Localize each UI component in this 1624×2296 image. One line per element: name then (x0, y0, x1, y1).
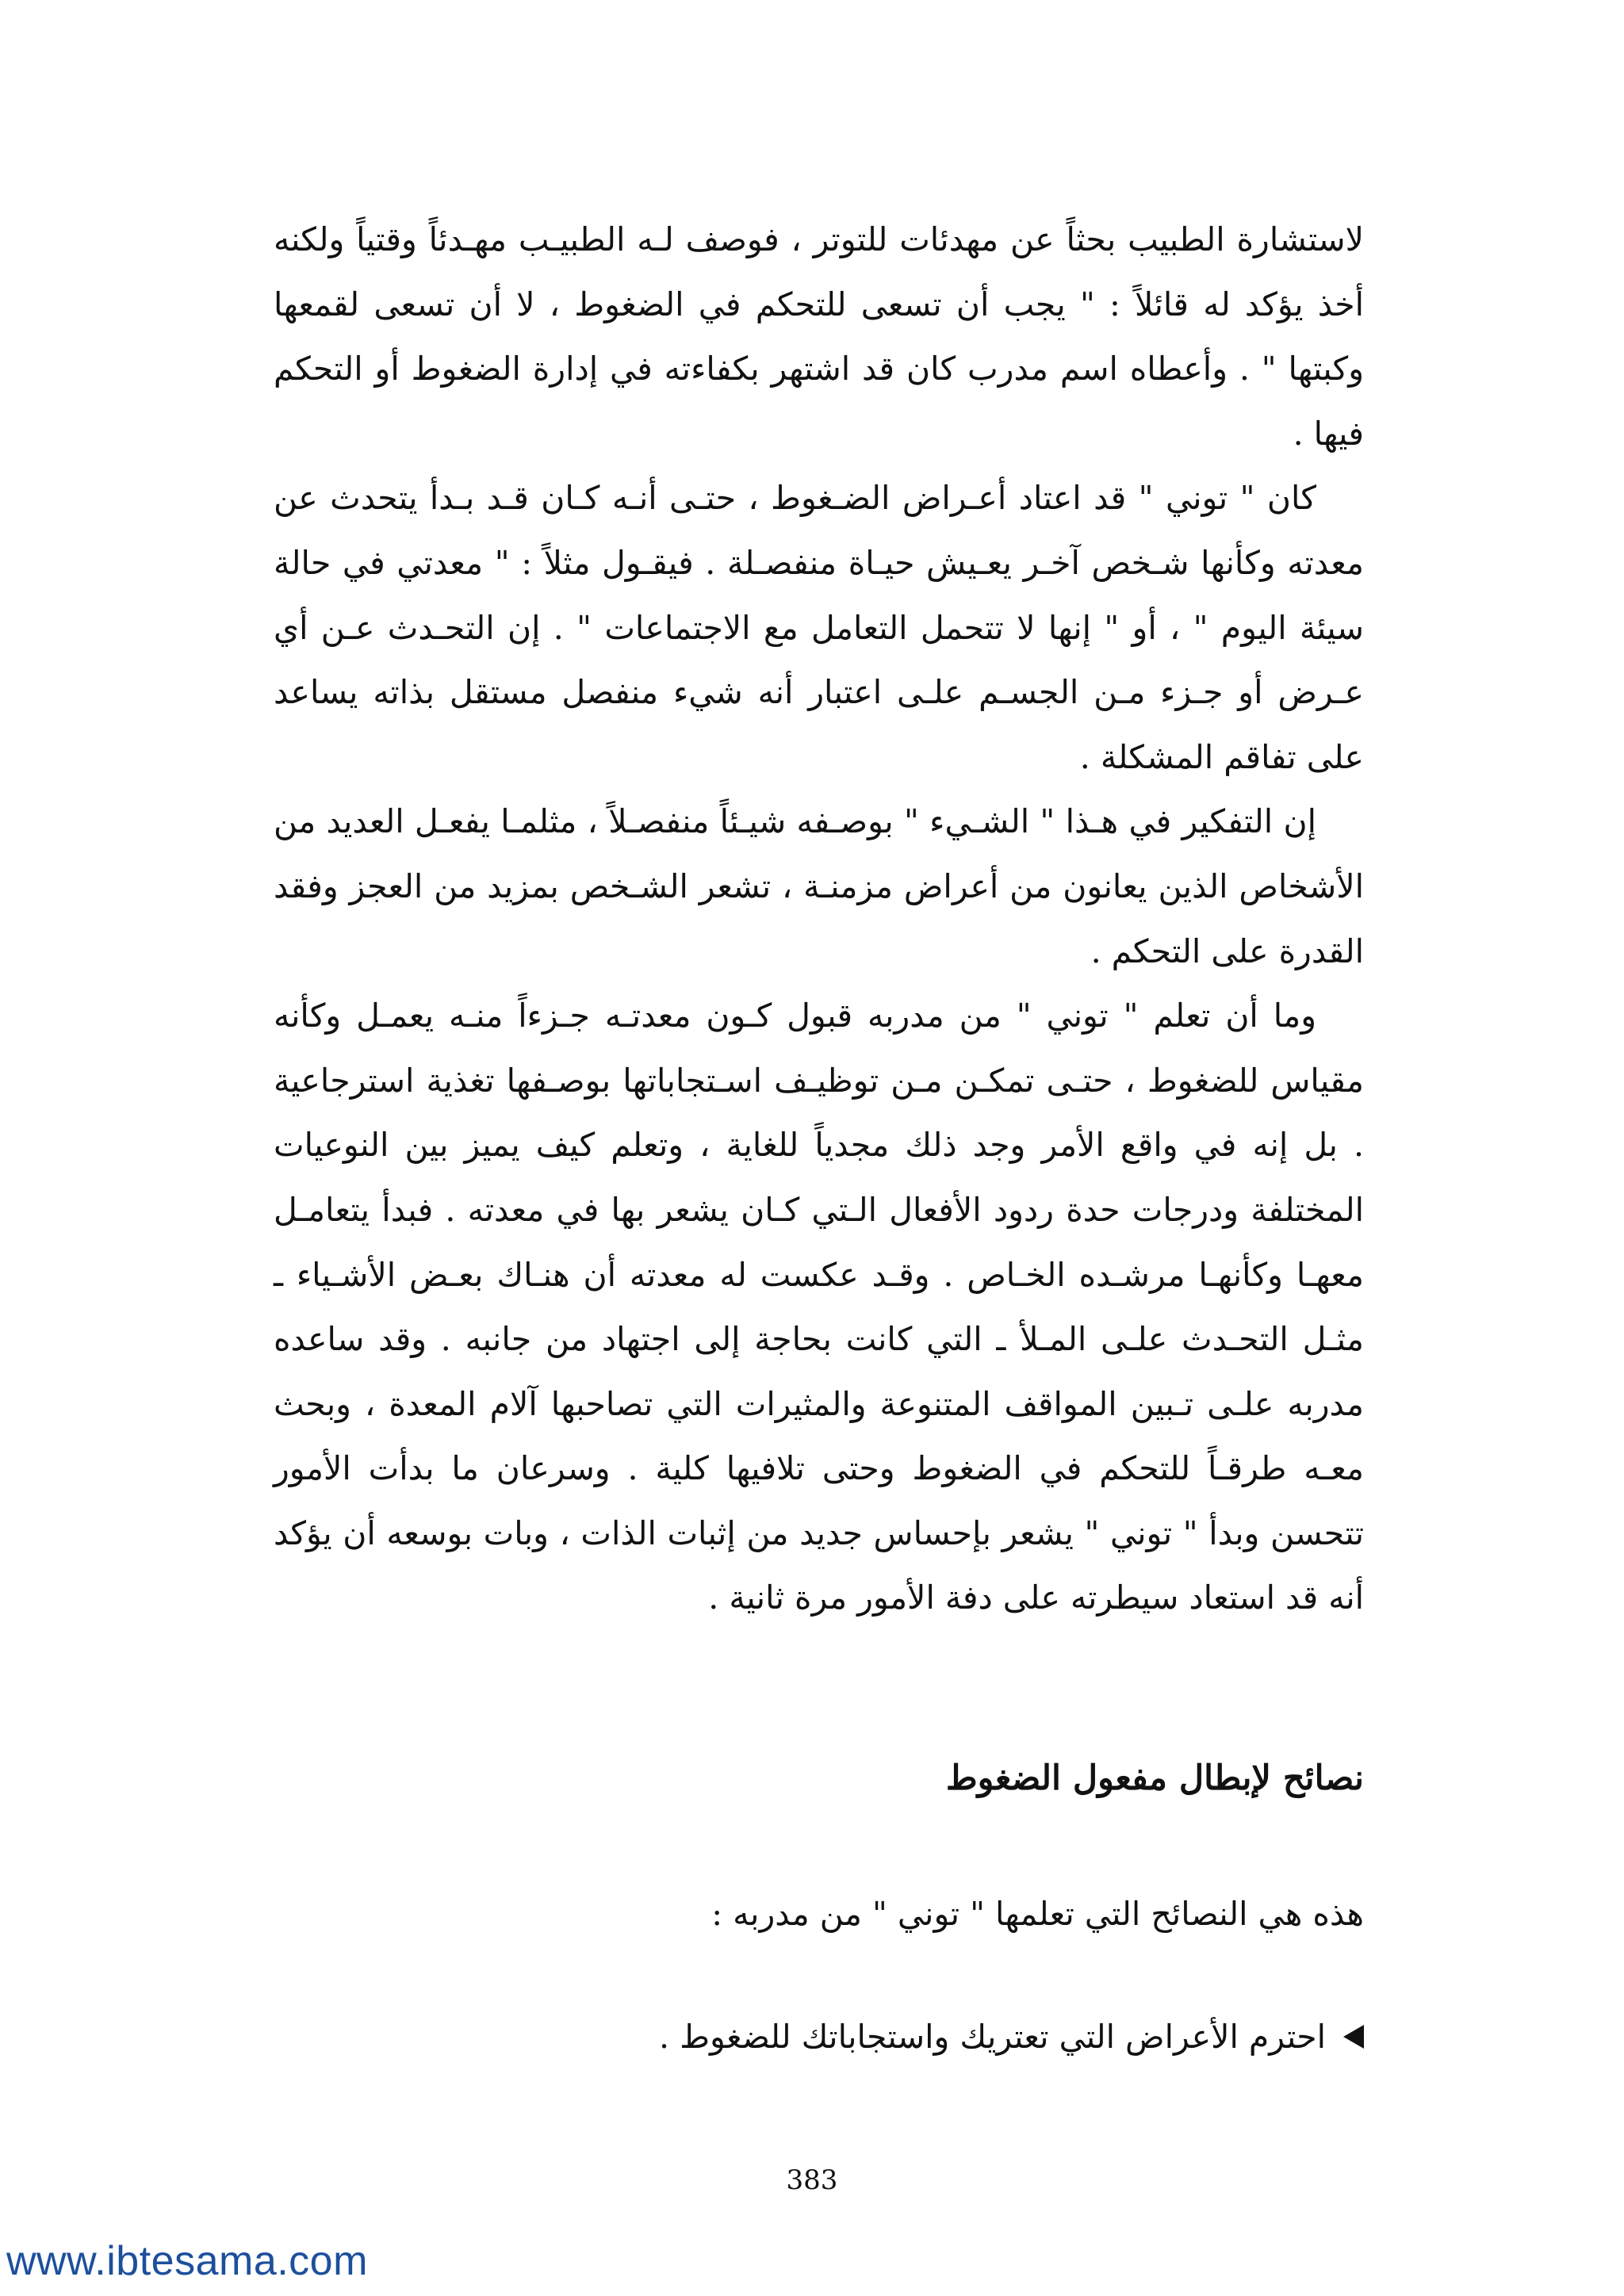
paragraph: إن التفكير في هـذا " الشـيء " بوصـفه شيـئاً منفصـلاً ، مثلمـا يفعـل العديد من الأشخاص الذين يعانون من أعراض مزمنـة ، تشعر الشـخص بمزيد من العجز وفقد القدرة على التحكم . (274, 802, 1364, 970)
section-intro: هذه هي النصائح التي تعلمها " توني " من مدربه : (711, 1895, 1364, 1933)
paragraph: كان " توني " قد اعتاد أعـراض الضـغوط ، حتـى أنـه كـان قـد بـدأ يتحدث عن معدته وكأنها شـخص آخـر يعـيش حيـاة منفصـلة . فيقـول مثلاً : " معدتي في حالة سيئة اليوم " ، أو " إنها لا تتحمل التعامل مع الاجتماعات " . إن التحـدث عـن أي عـرض أو جـزء مـن الجسـم علـى اعتبار أنه شيء منفصل مستقل بذاته يساعد على تفاقم المشكلة . (274, 479, 1364, 776)
watermark-url: www.ibtesama.com (6, 2238, 368, 2284)
list-item (274, 2018, 1364, 2056)
paragraph: لاستشارة الطبيب بحثاً عن مهدئات للتوتر ، فوصف لـه الطبيـب مهـدئاً وقتياً ولكنه أخذ يؤكد له قائلاً : " يجب أن تسعى للتحكم في الضغوط ، لا أن تسعى لقمعها وكبتها " . وأعطاه اسم مدرب كان قد اشتهر بكفاءته في إدارة الضغوط أو التحكم فيها . (274, 220, 1364, 453)
section-heading: نصائح لإبطال مفعول الضغوط (945, 1758, 1364, 1798)
paragraph: وما أن تعلم " توني " من مدربه قبول كـون معدتـه جـزءاً منـه يعمـل وكأنه مقياس للضغوط ، حتـى تمكـن مـن توظيـف اسـتجاباتها بوصـفها تغذية استرجاعية . بل إنه في واقع الأمر وجد ذلك مجدياً للغاية ، وتعلم كيف يميز بين النوعيات المختلفة ودرجات حدة ردود الأفعال الـتي كـان يشعر بها في معدته . فبدأ يتعامـل معهـا وكأنهـا مرشـده الخـاص . وقـد عكست له معدته أن هنـاك بعـض الأشـياء ـ مثـل التحـدث علـى المـلأ ـ التي كانت بحاجة إلى اجتهاد من جانبه . وقد ساعده مدربه علـى تـبين المواقف المتنوعة والمثيرات التي تصاحبها آلام المعدة ، وبحث معـه طرقـاً للتحكم في الضغوط وحتى تلافيها كلية . وسرعان ما بدأت الأمور تتحسن وبدأ " توني " يشعر بإحساس جديد من إثبات الذات ، وبات بوسعه أن يؤكد أنه قد استعاد سيطرته على دفة الأمور مرة ثانية . (274, 997, 1364, 1617)
body-text (274, 208, 1364, 1631)
list-item-text: احترم الأعراض التي تعتريك واستجاباتك للضغوط . (659, 2018, 1326, 2056)
triangle-bullet-icon (1343, 2025, 1364, 2049)
page-number: 383 (786, 2164, 838, 2196)
tips-list (274, 2018, 1364, 2056)
